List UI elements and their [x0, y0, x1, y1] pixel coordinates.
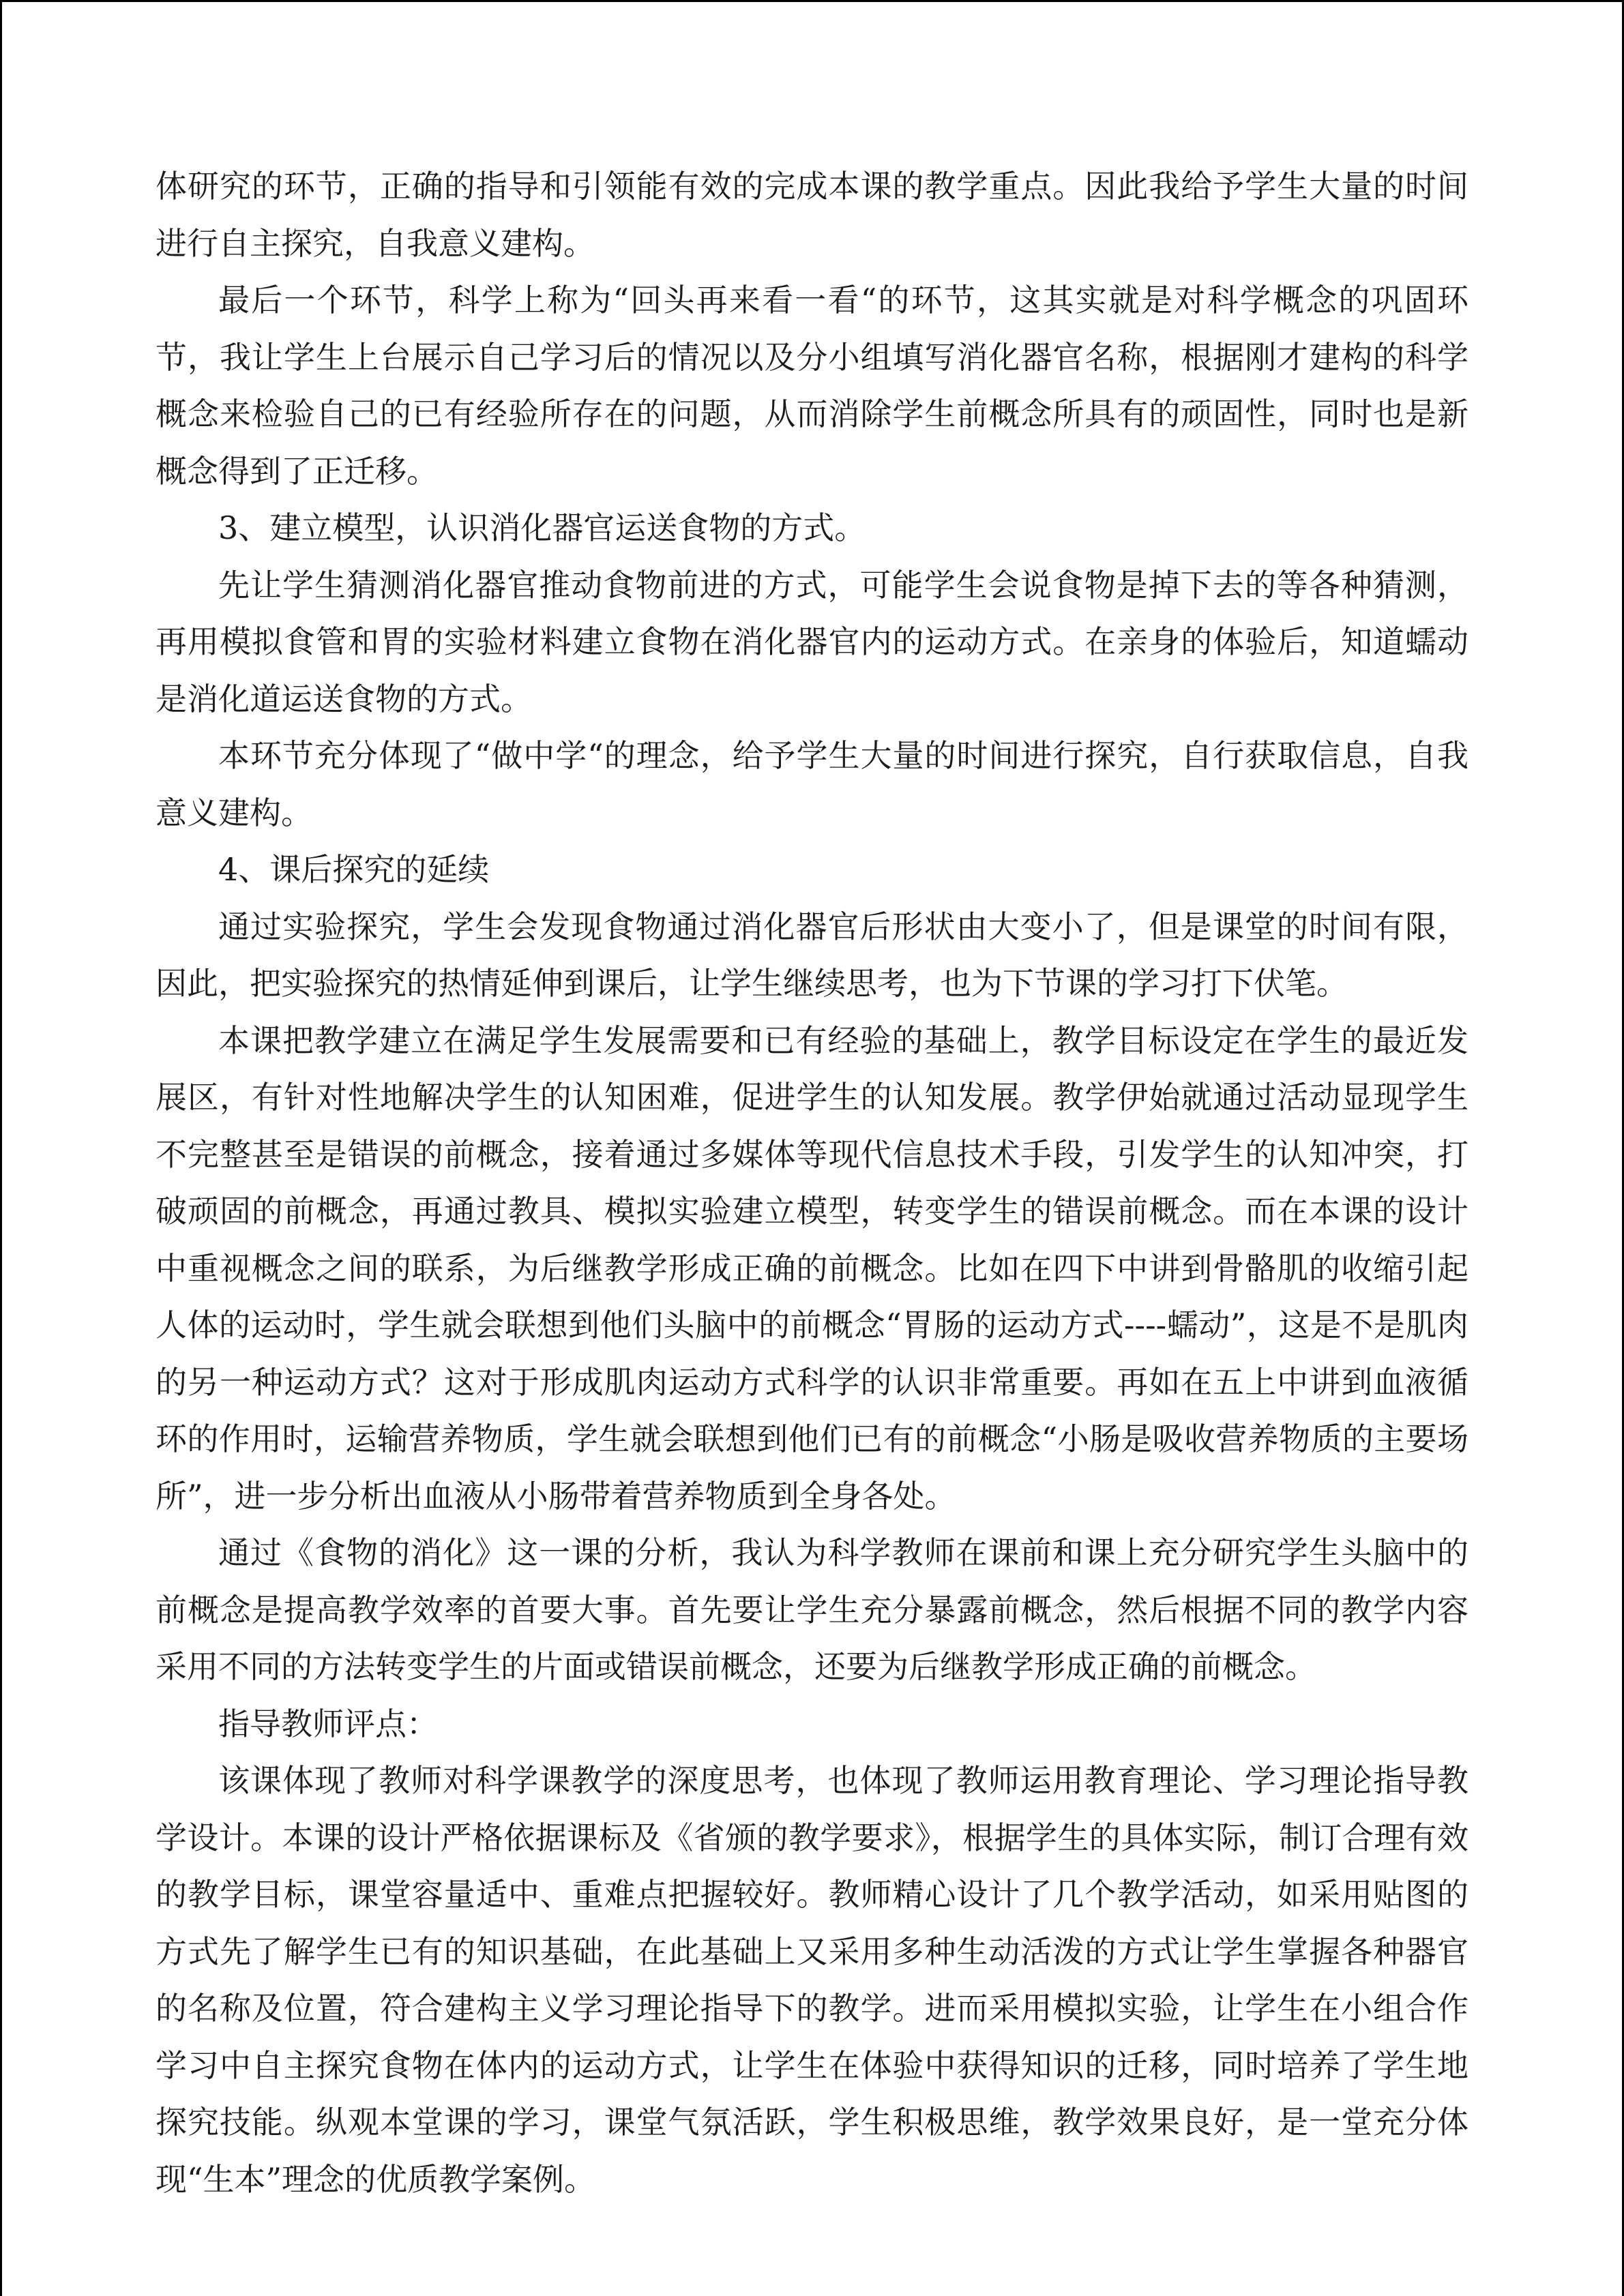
paragraph-learning-by-doing: 本环节充分体现了“做中学“的理念，给予学生大量的时间进行探究，自行获取信息，自我意义建构。	[156, 737, 1468, 831]
paragraph-analysis-summary: 通过《食物的消化》这一课的分析，我认为科学教师在课前和课上充分研究学生头脑中的前概念是提高教学效率的首要大事。首先要让学生充分暴露前概念，然后根据不同的教学内容采用不同的方法转变学生的片面或错误前概念，还要为后继教学形成正确的前概念。	[156, 1534, 1468, 1685]
paragraph-teacher-comment: 该课体现了教师对科学课教学的深度思考，也体现了教师运用教育理论、学习理论指导教学设计。本课的设计严格依据课标及《省颁的教学要求》，根据学生的具体实际，制订合理有效的教学目标，课堂容量适中、重难点把握较好。教师精心设计了几个教学活动，如采用贴图的方式先了解学生已有的知识基础，在此基础上又采用多种生动活泼的方式让学生掌握各种器官的名称及位置，符合建构主义学习理论指导下的教学。进而采用模拟实验，让学生在小组合作学习中自主探究食物在体内的运动方式，让学生在体验中获得知识的迁移，同时培养了学生地探究技能。纵观本堂课的学习，课堂气氛活跃，学生积极思维，教学效果良好，是一堂充分体现“生本”理念的优质教学案例。	[156, 1762, 1468, 2198]
page-border-top	[0, 0, 1624, 2]
paragraph-model-guess: 先让学生猜测消化器官推动食物前进的方式，可能学生会说食物是掉下去的等各种猜测，再用模拟食管和胃的实验材料建立食物在消化器官内的运动方式。在亲身的体验后，知道蠕动是消化道运送食物的方式。	[156, 566, 1468, 717]
paragraph-final-review: 最后一个环节，科学上称为“回头再来看一看“的环节，这其实就是对科学概念的巩固环节，我让学生上台展示自己学习后的情况以及分小组填写消化器官名称，根据刚才建构的科学概念来检验自己的已有经验所存在的问题，从而消除学生前概念所具有的顽固性，同时也是新概念得到了正迁移。	[156, 282, 1468, 490]
section-heading-review: 指导教师评点：	[218, 1705, 438, 1742]
paragraph-continuation: 体研究的环节，正确的指导和引领能有效的完成本课的教学重点。因此我给予学生大量的时间进行自主探究，自我意义建构。	[156, 168, 1468, 262]
document-page	[156, 158, 1468, 2208]
section-heading-4: 4、课后探究的延续	[218, 851, 490, 888]
paragraph-lesson-design: 本课把教学建立在满足学生发展需要和已有经验的基础上，教学目标设定在学生的最近发展区，有针对性地解决学生的认知困难，促进学生的认知发展。教学伊始就通过活动显现学生不完整甚至是错误的前概念，接着通过多媒体等现代信息技术手段，引发学生的认知冲突，打破顽固的前概念，再通过教具、模拟实验建立模型，转变学生的错误前概念。而在本课的设计中重视概念之间的联系，为后继教学形成正确的前概念。比如在四下中讲到骨骼肌的收缩引起人体的运动时，学生就会联想到他们头脑中的前概念“胃肠的运动方式----蠕动”，这是不是肌肉的另一种运动方式？这对于形成肌肉运动方式科学的认识非常重要。再如在五上中讲到血液循环的作用时，运输营养物质，学生就会联想到他们已有的前概念“小肠是吸收营养物质的主要场所”，进一步分析出血液从小肠带着营养物质到全身各处。	[156, 1022, 1468, 1515]
section-heading-3: 3、建立模型，认识消化器官运送食物的方式。	[218, 509, 866, 546]
paragraph-after-class: 通过实验探究，学生会发现食物通过消化器官后形状由大变小了，但是课堂的时间有限，因此，把实验探究的热情延伸到课后，让学生继续思考，也为下节课的学习打下伏笔。	[156, 908, 1468, 1002]
page-border-left	[0, 0, 2, 2296]
